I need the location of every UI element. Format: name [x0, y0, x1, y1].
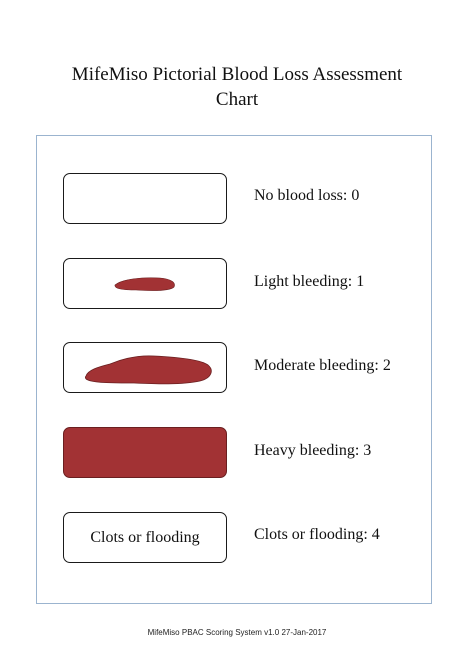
label-light-bleeding: Light bleeding: 1 — [254, 273, 365, 290]
label-no-blood-loss: No blood loss: 0 — [254, 187, 360, 204]
pad-no-blood-loss — [63, 173, 227, 224]
pad-clots-or-flooding — [63, 512, 227, 563]
footer-text: MifeMiso PBAC Scoring System v1.0 27-Jan-2017 — [147, 628, 327, 637]
title-line-2: Chart — [215, 89, 259, 110]
page-title — [0, 62, 474, 112]
pad-light-bleeding — [63, 258, 227, 309]
pad-heavy-bleeding — [63, 427, 227, 478]
pad-moderate-bleeding — [63, 342, 227, 393]
label-heavy-bleeding: Heavy bleeding: 3 — [254, 442, 372, 459]
light-stain-icon — [64, 259, 227, 309]
label-clots-or-flooding: Clots or flooding: 4 — [254, 526, 380, 543]
label-moderate-bleeding: Moderate bleeding: 2 — [254, 357, 391, 374]
title-line-1: MifeMiso Pictorial Blood Loss Assessment — [71, 64, 403, 85]
moderate-stain-icon — [64, 343, 227, 393]
pad-clots-text: Clots or flooding — [90, 528, 200, 546]
